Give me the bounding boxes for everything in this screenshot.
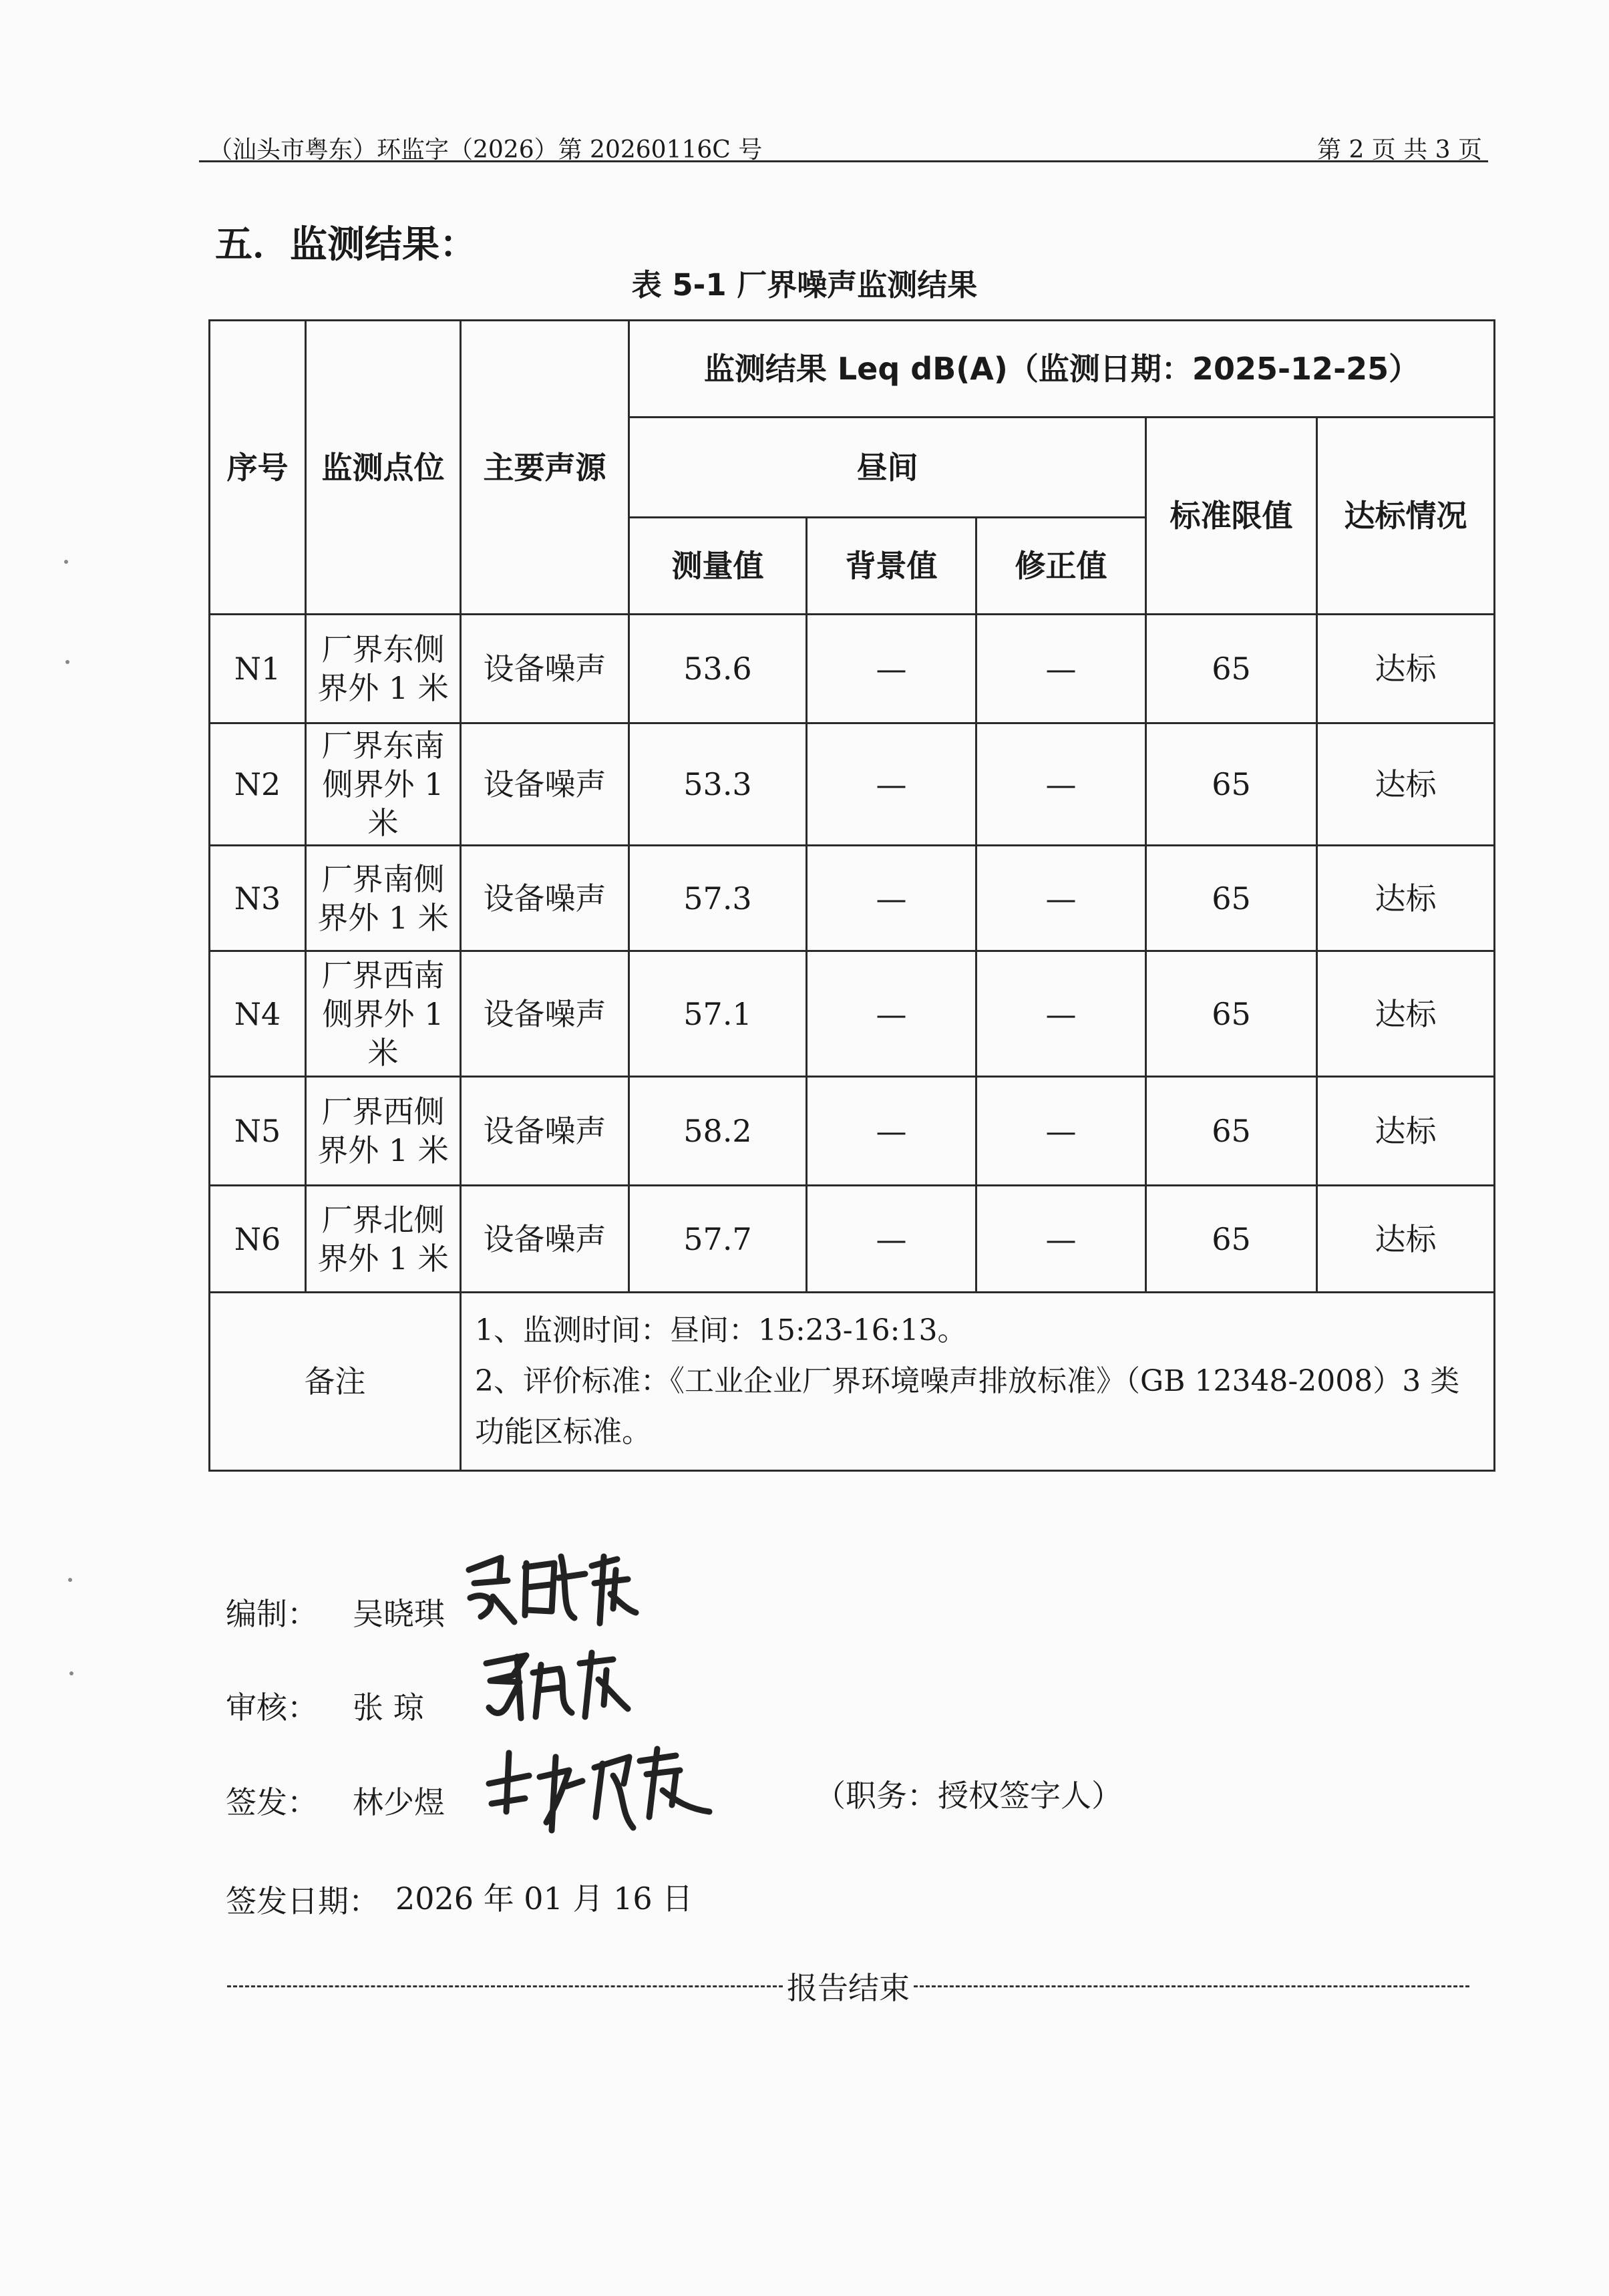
issuer-signature xyxy=(482,1737,716,1837)
notes-label: 备注 xyxy=(210,1293,461,1471)
section-title: 五．监测结果： xyxy=(215,223,477,267)
cell-status: 达标 xyxy=(1317,951,1495,1077)
cell-seq: N4 xyxy=(210,951,306,1077)
header-limit: 标准限值 xyxy=(1146,418,1317,615)
cell-limit: 65 xyxy=(1146,951,1317,1077)
cell-limit: 65 xyxy=(1146,1077,1317,1186)
cell-background: — xyxy=(807,1077,976,1186)
cell-measured: 57.1 xyxy=(629,951,807,1077)
header-source: 主要声源 xyxy=(461,321,629,615)
cell-status: 达标 xyxy=(1317,846,1495,951)
report-end-divider xyxy=(227,1964,1469,2008)
cell-background: — xyxy=(807,615,976,723)
note-line: 1、监测时间：昼间：15:23-16:13。 xyxy=(475,1313,967,1347)
header-measured: 测量值 xyxy=(629,518,807,615)
report-end-label: 报告结束 xyxy=(787,1970,910,2006)
cell-source: 设备噪声 xyxy=(461,1077,629,1186)
cell-limit: 65 xyxy=(1146,723,1317,846)
cell-status: 达标 xyxy=(1317,1186,1495,1293)
cell-source: 设备噪声 xyxy=(461,951,629,1077)
cell-corrected: — xyxy=(976,951,1146,1077)
reviewer-signature xyxy=(480,1643,633,1724)
reviewer-name: 张 琼 xyxy=(353,1689,424,1726)
cell-measured: 58.2 xyxy=(629,1077,807,1186)
reviewer-label: 审核： xyxy=(226,1689,318,1726)
issuer-label: 签发： xyxy=(226,1784,318,1820)
dashed-rule-left xyxy=(227,1985,783,1987)
cell-limit: 65 xyxy=(1146,846,1317,951)
cell-measured: 57.7 xyxy=(629,1186,807,1293)
cell-corrected: — xyxy=(976,615,1146,723)
issue-date: 2026 年 01 月 16 日 xyxy=(395,1880,693,1917)
scan-speck xyxy=(68,1578,72,1582)
issuer-role: （职务：授权签字人） xyxy=(815,1778,1122,1814)
header-results-group: 监测结果 Leq dB(A)（监测日期：2025-12-25） xyxy=(629,321,1495,418)
document-number: （汕头市粤东）环监字（2026）第 20260116C 号 xyxy=(208,136,763,164)
notes-content xyxy=(461,1293,1495,1471)
table-caption: 表 5-1 厂界噪声监测结果 xyxy=(631,267,978,303)
notes-row xyxy=(210,1293,1495,1471)
cell-measured: 53.6 xyxy=(629,615,807,723)
cell-source: 设备噪声 xyxy=(461,723,629,846)
issuer-name: 林少煜 xyxy=(353,1784,445,1820)
compiler-signature xyxy=(461,1543,641,1630)
cell-location: 厂界西侧界外 1 米 xyxy=(306,1077,461,1186)
note-line: 2、评价标准：《工业企业厂界环境噪声排放标准》（GB 12348-2008）3 类功能区标准。 xyxy=(475,1364,1460,1449)
table-row xyxy=(210,723,1495,846)
header-status: 达标情况 xyxy=(1317,418,1495,615)
cell-limit: 65 xyxy=(1146,1186,1317,1293)
cell-location: 厂界西南侧界外 1 米 xyxy=(306,951,461,1077)
header-seq: 序号 xyxy=(210,321,306,615)
cell-corrected: — xyxy=(976,1186,1146,1293)
header-rule xyxy=(199,160,1488,162)
table-row xyxy=(210,1077,1495,1186)
cell-seq: N1 xyxy=(210,615,306,723)
cell-background: — xyxy=(807,846,976,951)
cell-seq: N5 xyxy=(210,1077,306,1186)
cell-status: 达标 xyxy=(1317,615,1495,723)
cell-measured: 53.3 xyxy=(629,723,807,846)
cell-status: 达标 xyxy=(1317,723,1495,846)
header-location: 监测点位 xyxy=(306,321,461,615)
page-info: 第 2 页 共 3 页 xyxy=(1317,136,1483,164)
compiler-name: 吴晓琪 xyxy=(353,1596,445,1632)
cell-seq: N3 xyxy=(210,846,306,951)
table-row xyxy=(210,951,1495,1077)
compiler-label: 编制： xyxy=(226,1596,318,1632)
cell-measured: 57.3 xyxy=(629,846,807,951)
cell-location: 厂界北侧界外 1 米 xyxy=(306,1186,461,1293)
cell-seq: N6 xyxy=(210,1186,306,1293)
scan-speck xyxy=(64,560,68,564)
cell-source: 设备噪声 xyxy=(461,615,629,723)
cell-corrected: — xyxy=(976,723,1146,846)
cell-limit: 65 xyxy=(1146,615,1317,723)
cell-background: — xyxy=(807,951,976,1077)
scan-speck xyxy=(65,660,69,664)
cell-source: 设备噪声 xyxy=(461,1186,629,1293)
cell-location: 厂界东南侧界外 1 米 xyxy=(306,723,461,846)
header-background: 背景值 xyxy=(807,518,976,615)
table-row xyxy=(210,846,1495,951)
cell-seq: N2 xyxy=(210,723,306,846)
table-row xyxy=(210,615,1495,723)
header-daytime: 昼间 xyxy=(629,418,1146,518)
noise-results-table xyxy=(208,319,1495,1472)
dashed-rule-right xyxy=(914,1985,1469,1987)
cell-corrected: — xyxy=(976,1077,1146,1186)
header-corrected: 修正值 xyxy=(976,518,1146,615)
scan-speck xyxy=(69,1671,73,1675)
cell-status: 达标 xyxy=(1317,1077,1495,1186)
cell-location: 厂界南侧界外 1 米 xyxy=(306,846,461,951)
cell-background: — xyxy=(807,723,976,846)
table-row xyxy=(210,1186,1495,1293)
cell-corrected: — xyxy=(976,846,1146,951)
issue-date-label: 签发日期： xyxy=(226,1883,379,1919)
cell-source: 设备噪声 xyxy=(461,846,629,951)
cell-background: — xyxy=(807,1186,976,1293)
cell-location: 厂界东侧界外 1 米 xyxy=(306,615,461,723)
